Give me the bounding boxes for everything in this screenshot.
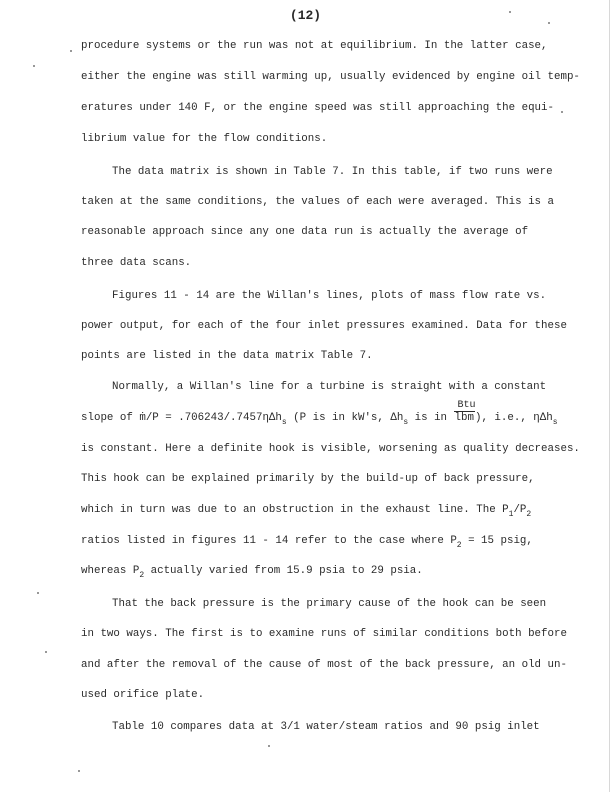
text-part: ratios listed in figures 11 - 14 refer to the case where P <box>81 535 457 547</box>
scan-speck <box>268 745 270 747</box>
units-fraction <box>454 400 476 425</box>
subscript: 1 <box>508 510 514 519</box>
text-line: librium value for the flow conditions. <box>81 133 328 145</box>
text-line: is constant. Here a definite hook is visible, worsening as quality decreases. <box>81 443 580 455</box>
text-line: eratures under 140 F, or the engine speed was still approaching the equi- <box>81 102 554 114</box>
text-line: in two ways. The first is to examine runs of similar conditions both before <box>81 628 567 640</box>
text-line: Figures 11 - 14 are the Willan's lines, plots of mass flow rate vs. <box>112 290 547 302</box>
subscript: 2 <box>139 571 145 580</box>
text-part: /P <box>513 504 527 516</box>
text-part: = 15 psig, <box>461 535 533 547</box>
text-line: Table 10 compares data at 3/1 water/steam ratios and 90 psig inlet <box>112 721 540 733</box>
mdot-symbol: ṁ <box>139 412 146 424</box>
text-line: points are listed in the data matrix Table 7. <box>81 350 373 362</box>
subscript: s <box>403 418 409 427</box>
text-line: used orifice plate. <box>81 689 205 701</box>
slope-equation-line <box>81 400 558 429</box>
scan-speck <box>509 11 511 13</box>
whereas-line <box>81 565 423 582</box>
text-line: This hook can be explained primarily by the build-up of back pressure, <box>81 473 535 485</box>
slope-text-d: is in <box>408 412 454 424</box>
text-line: and after the removal of the cause of most of the back pressure, an old un- <box>81 659 567 671</box>
scan-speck <box>37 592 39 594</box>
subscript: s <box>552 418 558 427</box>
text-line: The data matrix is shown in Table 7. In this table, if two runs were <box>112 166 553 178</box>
slope-text-c: (P is in kW's, Δh <box>286 412 404 424</box>
text-line: either the engine was still warming up, usually evidenced by engine oil temp- <box>81 71 580 83</box>
units-numerator: Btu <box>457 400 476 411</box>
subscript: 2 <box>526 510 532 519</box>
text-line: power output, for each of the four inlet pressures examined. Data for these <box>81 320 567 332</box>
text-line: procedure systems or the run was not at equilibrium. In the latter case, <box>81 40 548 52</box>
text-line: three data scans. <box>81 257 192 269</box>
scan-speck <box>33 65 35 67</box>
p-ratio-line <box>81 504 531 521</box>
scan-speck <box>45 651 47 653</box>
ratio-line <box>81 535 533 552</box>
page-edge-rule <box>609 0 610 792</box>
slope-text-a: slope of <box>81 412 140 424</box>
scan-speck <box>561 111 563 113</box>
scan-speck <box>548 22 550 24</box>
slope-text-e: ), i.e., ηΔh <box>474 412 553 424</box>
page-number: (12) <box>289 8 322 23</box>
text-part: which in turn was due to an obstruction in the exhaust line. The P <box>81 504 509 516</box>
text-line: Normally, a Willan's line for a turbine is straight with a constant <box>112 381 547 393</box>
text-line: reasonable approach since any one data run is actually the average of <box>81 226 529 238</box>
scan-speck <box>70 50 72 52</box>
text-line: taken at the same conditions, the values of each were averaged. This is a <box>81 196 554 208</box>
text-line: That the back pressure is the primary cause of the hook can be seen <box>112 598 547 610</box>
scan-speck <box>78 770 80 772</box>
text-part: actually varied from 15.9 psia to 29 psia. <box>144 565 423 577</box>
subscript: s <box>281 418 287 427</box>
slope-text-b: /P = .706243/.7457ηΔh <box>145 412 282 424</box>
subscript: 2 <box>456 541 462 550</box>
units-denominator: lbm <box>454 412 474 424</box>
text-part: whereas P <box>81 565 140 577</box>
